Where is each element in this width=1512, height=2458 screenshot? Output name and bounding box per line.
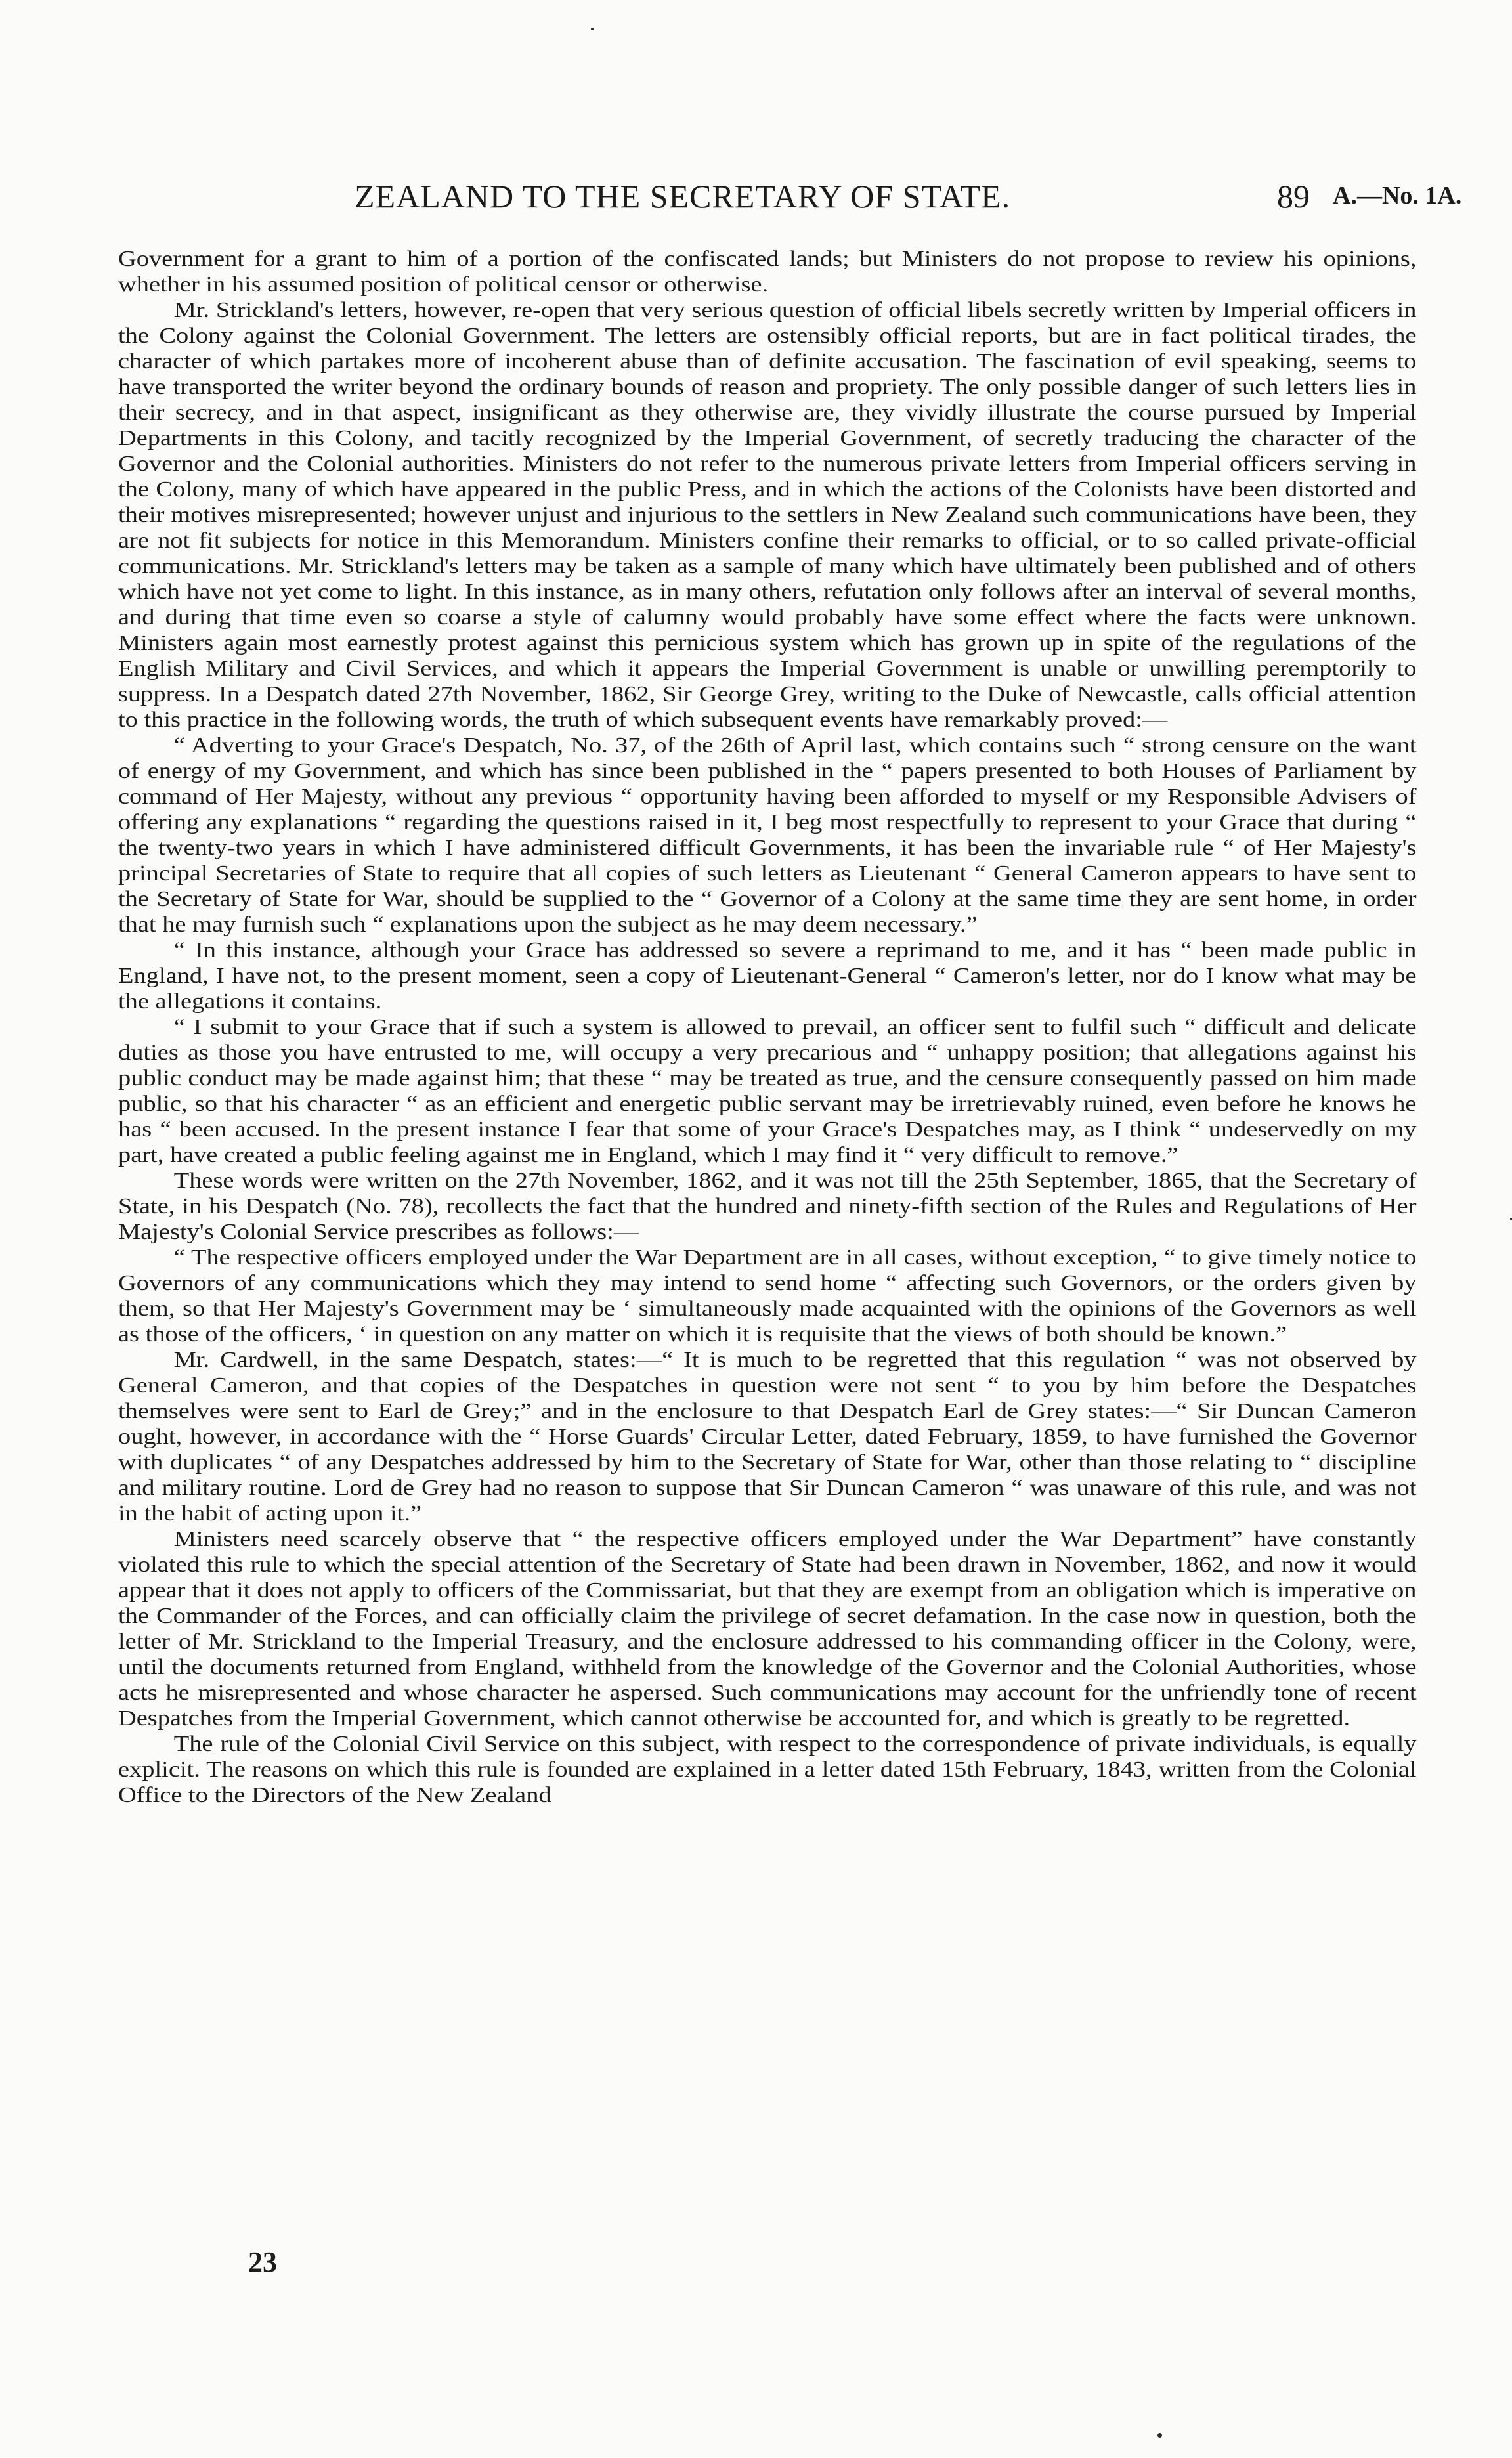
quote-regulation: “ The respective officers employed under the War Department are in all cases, without exception, “ to give timely notice to Governors of any communications which they may intend to send home “ affecting such Governors, or the orders given by them, so that Her Majesty's Government may be ‘ simultaneously made acquainted with the opinions of the Governors as well as those of the officers, ‘ in question on any matter on which it is requisite that the views of both should be known.”: [118, 1245, 1417, 1347]
quote-grey-system: “ I submit to your Grace that if such a system is allowed to prevail, an officer sent to fulfil such “ difficult and delicate duties as those you have entrusted to me, will occupy a very precarious and “ unhappy position; that allegations against his public conduct may be made against him; that these “ may be treated as true, and the censure consequently passed on him made public, so that his character “ as an efficient and energetic public servant may be irretrievably ruined, even before he knows he has “ been accused. In the present instance I fear that some of your Grace's Despatches may, as I think “ undeservedly on my part, have created a public feeling against me in England, which I may find it “ very difficult to remove.”: [118, 1015, 1417, 1167]
header-title: ZEALAND TO THE SECRETARY OF STATE.: [355, 178, 1011, 215]
paragraph-ministers-observe: Ministers need scarcely observe that “ the respective officers employed under the War Department” have constantly violated this rule to which the special attention of the Secretary of State had been drawn in November, 1862, and now it would appear that it does not apply to officers of the Commissariat, but that they are exempt from an obligation which is imperative on the Commander of the Forces, and can officially claim the privilege of secret defamation. In the case now in question, both the letter of Mr. Strickland to the Imperial Treasury, and the enclosure addressed to his commanding officer in the Colony, were, until the documents returned from England, withheld from the knowledge of the Governor and the Colonial Authorities, whose acts he misrepresented and whose character he aspersed. Such communications may account for the unfriendly tone of recent Despatches from the Imperial Government, which cannot otherwise be accounted for, and which is greatly to be regretted.: [118, 1527, 1417, 1731]
speck-bottom: [1157, 2433, 1162, 2438]
document-reference: A.—No. 1A.: [1333, 182, 1462, 209]
paragraph-these-words: These words were written on the 27th November, 1862, and it was not till the 25th September, 1865, that the Secretary of State, in his Despatch (No. 78), recollects the fact that the hundred and ninety-fifth section of the Rules and Regulations of Her Majesty's Colonial Service prescribes as follows:—: [118, 1169, 1417, 1244]
quote-grey-adverting: “ Adverting to your Grace's Despatch, No. 37, of the 26th of April last, which contains such “ strong censure on the want of energy of my Government, and which has since been published in the “ papers presented to both Houses of Parliament by command of Her Majesty, without any previous “ opportunity having been afforded to myself or my Responsible Advisers of offering any explanations “ regarding the questions raised in it, I beg most respectfully to represent to your Grace that during “ the twenty-two years in which I have administered difficult Governments, it has been the invariable rule “ of Her Majesty's principal Secretaries of State to require that all copies of such letters as Lieutenant “ General Cameron appears to have sent to the Secretary of State for War, should be supplied to the “ Governor of a Colony at the same time they are sent home, in order that he may furnish such “ explanations upon the subject as he may deem necessary.”: [118, 733, 1417, 937]
running-header: [118, 177, 1484, 223]
paragraph-strickland-letters: Mr. Strickland's letters, however, re-open that very serious question of official libels secretly written by Imperial officers in the Colony against the Colonial Government. The letters are ostensibly official reports, but are in fact political tirades, the character of which partakes more of incoherent abuse than of definite accusation. The fascination of evil speaking, seems to have transported the writer beyond the ordinary bounds of reason and propriety. The only possible danger of such letters lies in their secrecy, and in that aspect, insignificant as they otherwise are, they vividly illustrate the course pursued by Imperial Departments in this Colony, and tacitly recognized by the Imperial Government, of secretly traducing the character of the Governor and the Colonial authorities. Ministers do not refer to the numerous private letters from Imperial officers serving in the Colony, many of which have appeared in the public Press, and in which the actions of the Colonists have been distorted and their motives misrepresented; however unjust and injurious to the settlers in New Zealand such communications have been, they are not fit subjects for notice in this Memorandum. Ministers confine their remarks to official, or to so called private-official communications. Mr. Strickland's letters may be taken as a sample of many which have ultimately been published and of others which have not yet come to light. In this instance, as in many others, refutation only follows after an interval of several months, and during that time even so coarse a style of calumny would probably have some effect where the facts were unknown. Ministers again most earnestly protest against this pernicious system which has grown up in spite of the regulations of the English Military and Civil Services, and which it appears the Imperial Government is unable or unwilling peremptorily to suppress. In a Despatch dated 27th November, 1862, Sir George Grey, writing to the Duke of Newcastle, calls official attention to this practice in the following words, the truth of which subsequent events have remarkably proved:—: [118, 298, 1417, 732]
paragraph-cardwell: Mr. Cardwell, in the same Despatch, states:—“ It is much to be regretted that this regulation “ was not observed by General Cameron, and that copies of the Despatches in question were not sent “ to you by him before the Despatches themselves were sent to Earl de Grey;” and in the enclosure to that Despatch Earl de Grey states:—“ Sir Duncan Cameron ought, however, in accordance with the “ Horse Guards' Circular Letter, dated February, 1859, to have furnished the Governor with duplicates “ of any Despatches addressed by him to the Secretary of State for War, other than those relating to “ discipline and military routine. Lord de Grey had no reason to suppose that Sir Duncan Cameron “ was unaware of this rule, and was not in the habit of acting upon it.”: [118, 1348, 1417, 1526]
signature-mark: 23: [248, 2246, 277, 2278]
paragraph-continuation: Government for a grant to him of a portion of the confiscated lands; but Ministers do not propose to review his opinions, whether in his assumed position of political censor or otherwise.: [118, 247, 1417, 297]
speck-top: [591, 28, 594, 30]
body-text: [118, 246, 1417, 1808]
paragraph-colonial-rule: The rule of the Colonial Civil Service on this subject, with respect to the correspondence of private individuals, is equally explicit. The reasons on which this rule is founded are explained in a letter dated 15th February, 1843, written from the Colonial Office to the Directors of the New Zealand: [118, 1732, 1417, 1807]
quote-grey-reprimand: “ In this instance, although your Grace has addressed so severe a reprimand to me, and it has “ been made public in England, I have not, to the present moment, seen a copy of Lieutenant-General “ Cameron's letter, nor do I know what may be the allegations it contains.: [118, 938, 1417, 1014]
page-number: 89: [1277, 178, 1310, 215]
